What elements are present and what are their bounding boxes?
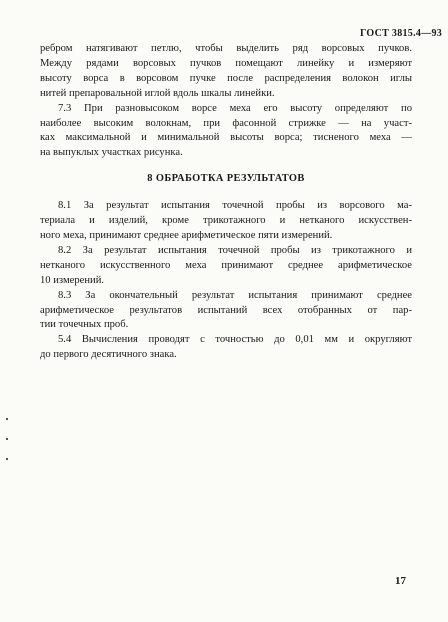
text-line: наиболее высоким волокнам, при фасонной стрижке — на участ- <box>40 117 412 129</box>
text-line: арифметическое результатов испытаний всех отобранных от пар- <box>40 304 412 316</box>
text-line: ребром натягивают петлю, чтобы выделить ряд ворсовых пучков. <box>40 43 412 54</box>
text-line: 8.1 За результат испытания точечной пробы из ворсового ма- <box>58 200 412 212</box>
text-line: 10 измерений. <box>40 274 105 286</box>
document-body <box>40 42 412 363</box>
text-line: нетканого искусственного меха принимают среднее арифметическое <box>40 259 412 271</box>
scan-mark <box>6 438 8 440</box>
page-number: 17 <box>395 575 406 587</box>
text-line: 8.2 За результат испытания точечной пробы из трикотажного и <box>58 244 412 256</box>
paragraph-8-1 <box>40 199 412 244</box>
document-header: ГОСТ 3815.4—93 <box>360 28 443 39</box>
text-line: до первого десятичного знака. <box>40 349 177 361</box>
paragraph-7-3 <box>40 102 412 162</box>
text-line: 5.4 Вычисления проводят с точностью до 0,01 мм и округляют <box>58 334 412 346</box>
paragraph-8-3 <box>40 289 412 334</box>
scan-mark <box>6 418 8 420</box>
text-line: ного меха, принимают среднее арифметическое пяти измерений. <box>40 229 333 241</box>
text-line: 8.3 За окончательный результат испытания принимают среднее <box>58 289 412 301</box>
text-line: тии точечных проб. <box>40 319 129 331</box>
text-line: высоту ворса в ворсовом пучке после распределения волокон иглы <box>40 72 412 84</box>
paragraph-5-4 <box>40 333 412 363</box>
text-line: териала и изделий, кроме трикотажного и нетканого искусствен- <box>40 215 412 227</box>
scan-mark <box>6 458 8 460</box>
text-line: ках максимальной и минимальной высоты ворса; тисненого меха — <box>40 132 412 144</box>
text-line: Между рядами ворсовых пучков помещают линейку и измеряют <box>40 57 412 69</box>
text-line: на выпуклых участках рисунка. <box>40 147 183 159</box>
intro-paragraph <box>40 42 412 102</box>
text-line: 7.3 При разновысоком ворсе меха его высоту определяют по <box>58 102 412 114</box>
text-line: нитей препаровальной иглой вдоль шкалы линейки. <box>40 87 275 99</box>
section-title: 8 ОБРАБОТКА РЕЗУЛЬТАТОВ <box>147 173 305 185</box>
paragraph-8-2 <box>40 244 412 289</box>
